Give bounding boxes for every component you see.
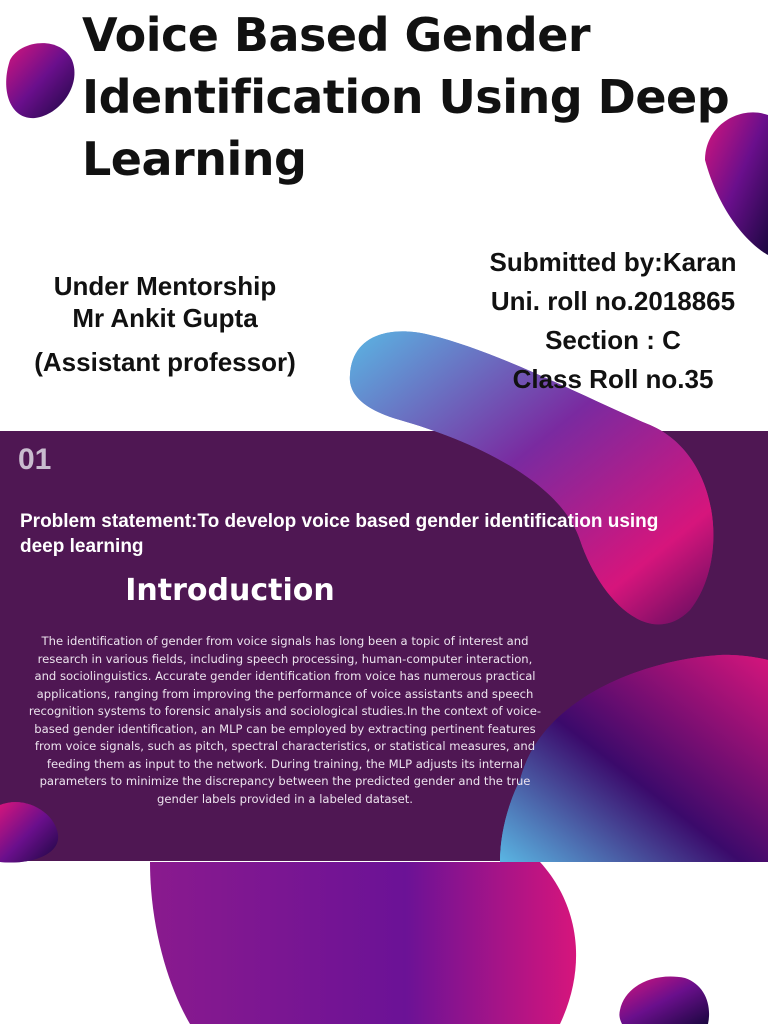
- mentorship-label: Under Mentorship: [53, 271, 277, 301]
- introduction-heading: Introduction: [125, 573, 335, 608]
- problem-statement: Problem statement:To develop voice based gender identification using deep learning: [20, 511, 659, 557]
- mentor-designation: (Assistant professor): [34, 347, 296, 377]
- submitted-by: Submitted by:Karan: [489, 247, 737, 277]
- mentorship-block: [20, 270, 310, 378]
- page-title: Voice Based Gender Identification Using Deep Learning: [82, 8, 730, 186]
- university-roll: Uni. roll no.2018865: [490, 286, 736, 316]
- introduction-body: The identification of gender from voice signals has long been a topic of interest and research in various fields, including speech processing, human-computer interaction, and sociolinguistics. Accurate gender identification from voice has numerous practical applications, ranging from improving the performance of voice assistants and speech recognition systems to forensic analysis and sociological studies.In the context of voice-based gender identification, an MLP can be employed by extracting pertinent features from voice signals, such as pitch, spectral characteristics, or statistical measures, and feeding them as input to the network. During training, the MLP adjusts its internal parameters to minimize the discrepancy between the predicted gender and the true gender labels provided in a labeled dataset.: [28, 634, 542, 806]
- section: Section : C: [545, 325, 681, 355]
- mentor-name: Mr Ankit Gupta: [72, 303, 258, 333]
- submission-block: [468, 243, 758, 399]
- introduction-content: [0, 431, 768, 861]
- class-roll: Class Roll no.35: [512, 364, 714, 394]
- title-section: [0, 0, 768, 430]
- section-number: 01: [18, 443, 52, 476]
